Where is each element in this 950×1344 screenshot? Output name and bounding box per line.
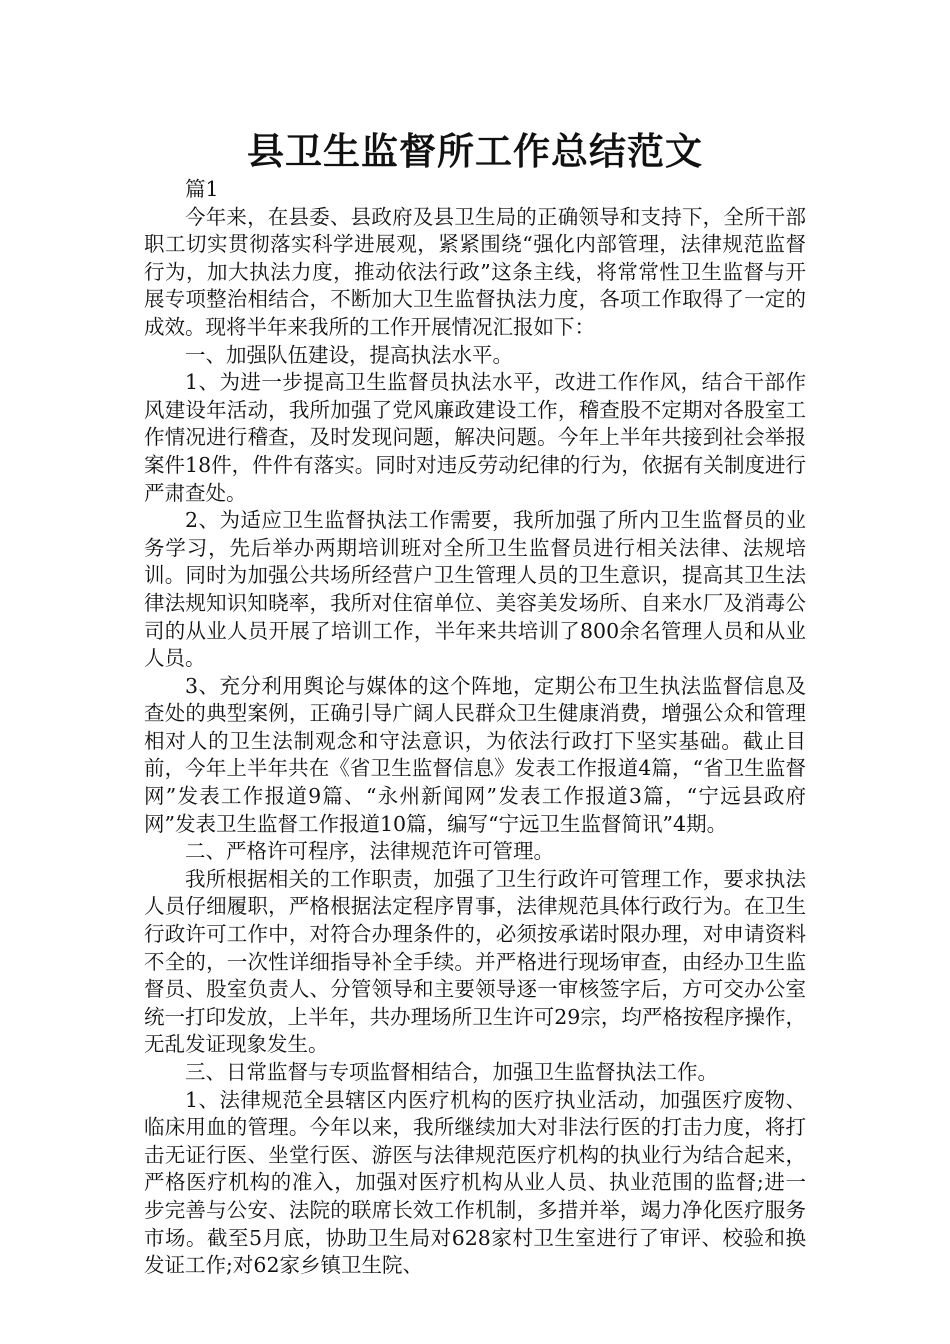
document-page: [144, 126, 806, 1280]
body-paragraph: 我所根据相关的工作职责，加强了卫生行政许可管理工作，要求执法人员仔细履职，严格根据法定程序胃事，法律规范具体行政行为。在卫生行政许可工作中，对符合办理条件的，必须按承诺时限办理，对申请资料不全的，一次性详细指导补全手续。并严格进行现场审查，由经办卫生监督员、股室负责人、分管领导和主要领导逐一审核签字后，方可交办公室统一打印发放，上半年，共办理场所卫生许可29宗，均严格按程序操作，无乱发证现象发生。: [144, 866, 806, 1057]
section-label: 篇1: [185, 177, 219, 201]
intro-paragraph: 今年来，在县委、县政府及县卫生局的正确领导和支持下，全所干部职工切实贯彻落实科学进展观，紧紧围绕“强化内部管理，法律规范监督行为，加大执法力度，推动依法行政”这条主线，将常常性卫生监督与开展专项整治相结合，不断加大卫生监督执法力度，各项工作取得了一定的成效。现将半年来我所的工作开展情况汇报如下：: [144, 204, 806, 339]
section-heading-3: 三、日常监督与专项监督相结合，加强卫生监督执法工作。: [185, 1060, 718, 1084]
document-title: 县卫生监督所工作总结范文: [247, 129, 703, 173]
body-paragraph: 2、为适应卫生监督执法工作需要，我所加强了所内卫生监督员的业务学习，先后举办两期培训班对全所卫生监督员进行相关法律、法规培训。同时为加强公共场所经营户卫生管理人员的卫生意识，提高其卫生法律法规知识知晓率，我所对住宿单位、美容美发场所、自来水厂及消毒公司的从业人员开展了培训工作，半年来共培训了800余名管理人员和从业人员。: [144, 508, 806, 671]
body-paragraph: 1、法律规范全县辖区内医疗机构的医疗执业活动，加强医疗废物、临床用血的管理。今年以来，我所继续加大对非法行医的打击力度，将打击无证行医、坐堂行医、游医与法律规范医疗机构的执业行为结合起来，严格医疗机构的准入，加强对医疗机构从业人员、执业范围的监督;进一步完善与公安、法院的联席长效工作机制，多措并举，竭力净化医疗服务市场。截至5月底，协助卫生局对628家村卫生室进行了审评、校验和换发证工作;对62家乡镇卫生院、: [144, 1087, 806, 1278]
section-heading-2: 二、严格许可程序，法律规范许可管理。: [185, 839, 554, 864]
body-paragraph: 3、充分利用舆论与媒体的这个阵地，定期公布卫生执法监督信息及查处的典型案例，正确引导广阔人民群众卫生健康消费，增强公众和管理相对人的卫生法制观念和守法意识，为依法行政打下坚实基础。截止目前，今年上半年共在《省卫生监督信息》发表工作报道4篇，“省卫生监督网”发表工作报道9篇、“永州新闻网”发表工作报道3篇，“宁远县政府网”发表卫生监督工作报道10篇，编写“宁远卫生监督简讯”4期。: [144, 673, 806, 836]
section-heading-1: 一、加强队伍建设，提高执法水平。: [185, 342, 513, 367]
body-paragraph: 1、为进一步提高卫生监督员执法水平，改进工作作风，结合干部作风建设年活动，我所加强了党风廉政建设工作，稽查股不定期对各股室工作情况进行稽查，及时发现问题，解决问题。今年上半年共接到社会举报案件18件，件件有落实。同时对违反劳动纪律的行为，依据有关制度进行严肃查处。: [144, 370, 806, 505]
document-body: [144, 176, 806, 1280]
